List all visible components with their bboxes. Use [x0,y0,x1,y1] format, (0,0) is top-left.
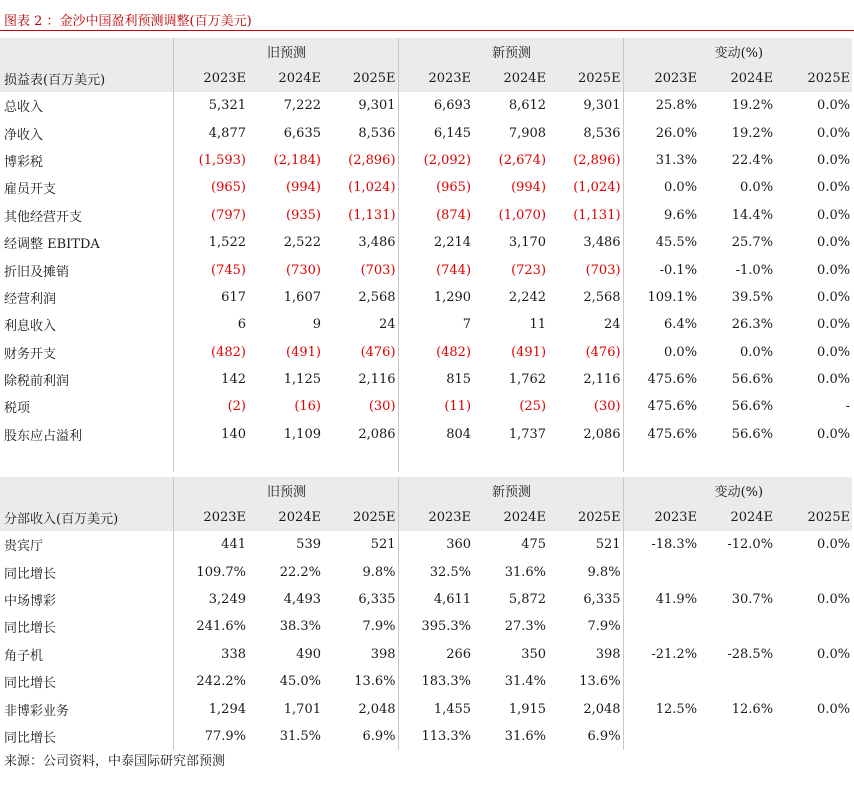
table-cell: 6,335 [358,591,396,607]
table-row [0,641,852,668]
table-cell: 2,242 [508,289,547,305]
row-label: 同比增长 [4,566,57,582]
table-cell [775,668,852,695]
table-cell [775,723,852,750]
table-row [0,613,852,640]
table-cell [699,613,775,640]
table-cell: 0.0% [817,646,851,662]
table-cell: 475.6% [623,421,699,448]
table-cell: 3,170 [508,235,547,251]
table-cell: 6,145 [398,119,473,146]
table-cell: 31.6% [504,564,547,580]
income-statement-table [0,38,852,472]
table-cell: 2,116 [358,372,396,388]
table-cell: (482) [173,339,248,366]
table-cell: 2,568 [583,289,621,305]
table-row [0,229,852,256]
table-cell: 1,125 [283,372,321,388]
year-header-row [0,504,852,531]
table-cell: 475.6% [623,393,699,420]
row-label: 利息收入 [4,319,57,335]
table-cell: 1,607 [283,289,321,305]
table-row [0,92,852,119]
table-cell: 2,522 [283,235,321,251]
table-row [0,256,852,283]
table-cell: (2,896) [573,152,621,168]
row-label: 博彩税 [4,154,44,170]
group-header-change: 变动(%) [623,38,852,65]
year-header: 2025E [548,504,623,531]
year-header: 2025E [775,65,852,92]
table-cell: 14.4% [731,207,774,223]
table-cell: (2,896) [348,152,396,168]
table-cell: 475 [521,537,547,553]
table-cell: 395.3% [398,613,473,640]
table-cell: 7 [398,311,473,338]
table-cell: 5,321 [173,92,248,119]
row-label: 雇员开支 [4,182,57,198]
table-cell: 360 [398,531,473,558]
row-label: 税项 [4,401,31,417]
year-header: 2024E [248,504,323,531]
year-header: 2025E [775,504,852,531]
table-cell: (491) [286,344,321,360]
table-cell: 109.7% [173,558,248,585]
table-cell: (30) [593,399,621,415]
table-cell: 804 [398,421,473,448]
table-cell: 1,290 [398,284,473,311]
table-row [0,119,852,146]
row-label: 总收入 [4,100,44,116]
table-cell: 1,109 [283,426,321,442]
table-cell: (482) [398,339,473,366]
table-cell: 109.1% [623,284,699,311]
group-header-row [0,38,852,65]
table-cell: 140 [173,421,248,448]
year-header: 2023E [623,504,699,531]
table-cell: 2,116 [583,372,621,388]
table-row [0,174,852,201]
table-cell: 9 [312,317,321,333]
table-cell: 24 [378,317,396,333]
table-cell: 441 [173,531,248,558]
table-cell [623,613,699,640]
table-cell: 0.0% [817,235,851,251]
table-cell: 12.5% [623,695,699,722]
year-header: 2023E [398,65,473,92]
year-header-row [0,65,852,92]
table-cell: (476) [360,344,396,360]
table-cell [775,613,852,640]
table-cell: (874) [398,202,473,229]
table-cell [623,558,699,585]
table-cell: 31.5% [279,728,321,744]
table-cell: (1,131) [573,207,621,223]
row-label: 其他经营开支 [4,209,83,225]
table-cell: 1,915 [508,701,547,717]
row-label: 非博彩业务 [4,703,70,719]
table-cell: (744) [398,256,473,283]
table-cell: 41.9% [623,586,699,613]
table-cell: 56.6% [731,426,774,442]
table-cell: (2) [173,393,248,420]
table-cell: 6,635 [283,125,321,141]
table-cell: (965) [398,174,473,201]
table-cell: 7,908 [508,125,547,141]
table-row [0,147,852,174]
table-cell: 6 [173,311,248,338]
table-cell: 241.6% [173,613,248,640]
table-cell: 0.0% [817,180,851,196]
table-cell: 6.4% [623,311,699,338]
table-cell: 0.0% [817,344,851,360]
table-cell: (1,131) [348,207,396,223]
table-cell: 0.0% [817,262,851,278]
row-label: 同比增长 [4,676,57,692]
table-cell: 0.0% [817,317,851,333]
row-label: 贵宾厅 [4,539,44,555]
table-cell: 0.0% [817,98,851,114]
year-header: 2024E [248,65,323,92]
table-cell: 6,335 [583,591,621,607]
table-cell: (965) [173,174,248,201]
table-cell: 2,214 [398,229,473,256]
source-note: 来源：公司资料，中泰国际研究部预测 [4,754,226,769]
table-cell: 266 [398,641,473,668]
table-cell: -21.2% [623,641,699,668]
table-row [0,202,852,229]
table-cell: 32.5% [398,558,473,585]
table-cell: 0.0% [623,339,699,366]
table-cell: 13.6% [579,674,621,690]
table-cell: 0.0% [817,372,851,388]
row-label: 财务开支 [4,346,57,362]
table-cell: 815 [398,366,473,393]
table-cell: (1,593) [173,147,248,174]
table-cell: 9.6% [623,202,699,229]
table-cell: 183.3% [398,668,473,695]
table-cell: 398 [595,646,621,662]
table-cell: 7.9% [362,619,396,635]
table-cell: 6.9% [362,728,396,744]
table-row [0,421,852,448]
table-cell: (30) [368,399,396,415]
table-cell: 0.0% [817,152,851,168]
table-cell: 9,301 [358,98,396,114]
table-cell: 521 [595,537,621,553]
table-cell [699,723,775,750]
table-cell: 1,762 [508,372,547,388]
table-cell: 0.0% [817,289,851,305]
group-header-old: 旧预测 [173,477,398,504]
table-cell: 350 [521,646,547,662]
table-cell: 0.0% [817,701,851,717]
table-cell: (16) [294,399,321,415]
table-cell: 9.8% [587,564,621,580]
table-cell: 1,701 [283,701,321,717]
table-cell: 77.9% [173,723,248,750]
group-header-old: 旧预测 [173,38,398,65]
row-label: 经营利润 [4,291,57,307]
segment-revenue-table [0,477,852,750]
table-row [0,284,852,311]
table-cell: 2,048 [583,701,621,717]
table-cell: 7.9% [587,619,621,635]
table-cell: 338 [173,641,248,668]
table-cell: (730) [286,262,321,278]
table-cell: 521 [370,537,396,553]
year-header: 2023E [623,65,699,92]
table-cell [623,668,699,695]
table-cell: -12.0% [727,537,774,553]
table-cell: 4,493 [283,591,321,607]
table-cell: 0.0% [623,174,699,201]
table-cell: - [845,399,851,415]
table-cell: 24 [604,317,621,333]
table-cell: 0.0% [740,344,774,360]
table-cell: 22.2% [279,564,321,580]
table-cell: 3,486 [358,235,396,251]
group-header-row [0,477,852,504]
year-header: 2025E [548,65,623,92]
table-cell: 56.6% [731,372,774,388]
table-cell: 31.4% [504,674,547,690]
table-cell: (476) [585,344,621,360]
table-cell: (994) [511,180,547,196]
table-cell: -28.5% [727,646,774,662]
table-cell: 31.3% [623,147,699,174]
table-cell: (2,092) [398,147,473,174]
table-cell: 19.2% [731,125,774,141]
table-row [0,311,852,338]
year-header: 2023E [173,504,248,531]
table-cell: 45.0% [279,674,321,690]
table-cell [775,558,852,585]
table-row [0,558,852,585]
group-header-change: 变动(%) [623,477,852,504]
table-cell: 27.3% [504,619,547,635]
year-header: 2024E [473,504,548,531]
table-cell: 8,612 [508,98,547,114]
table-cell: 56.6% [731,399,774,415]
table-cell: (1,024) [573,180,621,196]
table-row [0,695,852,722]
table-cell: (797) [173,202,248,229]
table-cell: 113.3% [398,723,473,750]
table-cell: (703) [585,262,621,278]
group-header-empty [0,477,173,504]
row-label: 折旧及摊销 [4,264,70,280]
table-cell: 1,522 [173,229,248,256]
table-row [0,393,852,420]
table-cell: (1,070) [498,207,547,223]
table-cell: (25) [519,399,547,415]
row-label: 经调整 EBITDA [4,237,100,253]
table-cell [699,668,775,695]
table-cell: (2,184) [273,152,321,168]
row-label: 净收入 [4,127,44,143]
table-cell: (2,674) [498,152,547,168]
table-cell: (723) [511,262,547,278]
table-cell: 31.6% [504,728,547,744]
row-label: 同比增长 [4,730,57,746]
table-cell: (11) [398,393,473,420]
table-cell: 8,536 [583,125,621,141]
table-cell: 45.5% [623,229,699,256]
table-cell: 0.0% [817,591,851,607]
table-cell: 25.8% [623,92,699,119]
table-cell: 142 [173,366,248,393]
table-cell [623,723,699,750]
year-header: 2024E [473,65,548,92]
table-cell: 5,872 [508,591,547,607]
table-cell: 30.7% [731,591,774,607]
table-cell: 0.0% [817,207,851,223]
year-header: 2023E [173,65,248,92]
row-label: 角子机 [4,648,44,664]
table-cell: 19.2% [731,98,774,114]
table-cell: 6,693 [398,92,473,119]
row-label: 除税前利润 [4,374,70,390]
group-header-new: 新预测 [398,477,623,504]
table-cell: 2,568 [358,289,396,305]
table-cell: 26.3% [731,317,774,333]
table-cell: (1,024) [348,180,396,196]
spacer-row [0,448,852,472]
table-header-label: 分部收入(百万美元) [0,504,173,531]
table-row [0,723,852,750]
group-header-new: 新预测 [398,38,623,65]
table-cell: 38.3% [279,619,321,635]
table-cell: 398 [370,646,396,662]
row-label: 同比增长 [4,621,57,637]
table-cell: (994) [286,180,321,196]
table-row [0,586,852,613]
table-cell: 9.8% [362,564,396,580]
year-header: 2025E [323,504,398,531]
table-cell: (703) [360,262,396,278]
table-cell: 0.0% [817,125,851,141]
figure-title: 图表 2 ：金沙中国盈利预测调整(百万美元) [4,14,252,29]
table-cell: 3,249 [173,586,248,613]
table-cell: 0.0% [817,426,851,442]
table-cell: 11 [529,317,547,333]
table-cell: 0.0% [740,180,774,196]
year-header: 2023E [398,504,473,531]
table-cell: 6.9% [587,728,621,744]
table-cell: 26.0% [623,119,699,146]
table-cell: -0.1% [623,256,699,283]
table-cell: 4,877 [173,119,248,146]
year-header: 2024E [699,65,775,92]
table-cell: 2,086 [583,426,621,442]
table-row [0,668,852,695]
table-cell: -18.3% [623,531,699,558]
table-cell: 7,222 [283,98,321,114]
year-header: 2025E [323,65,398,92]
table-row [0,531,852,558]
table-cell: 1,455 [398,695,473,722]
table-cell: 4,611 [398,586,473,613]
year-header: 2024E [699,504,775,531]
table-cell: 242.2% [173,668,248,695]
table-row [0,366,852,393]
table-cell: 13.6% [354,674,396,690]
table-cell: 3,486 [583,235,621,251]
table-cell: 39.5% [731,289,774,305]
table-cell: 8,536 [358,125,396,141]
table-cell [699,558,775,585]
title-rule [0,30,854,31]
table-cell: 2,048 [358,701,396,717]
table-header-label: 损益表(百万美元) [0,65,173,92]
table-cell: 490 [296,646,321,662]
group-header-empty [0,38,173,65]
table-cell: 2,086 [358,426,396,442]
table-cell: 22.4% [731,152,774,168]
row-label: 中场博彩 [4,593,57,609]
table-cell: 475.6% [623,366,699,393]
table-cell: 25.7% [731,235,774,251]
table-row [0,339,852,366]
table-cell: 617 [173,284,248,311]
table-cell: -1.0% [735,262,774,278]
table-cell: 9,301 [583,98,621,114]
table-cell: (491) [511,344,547,360]
table-cell: 12.6% [731,701,774,717]
table-cell: 1,294 [173,695,248,722]
table-cell: 0.0% [817,537,851,553]
table-cell: 1,737 [508,426,547,442]
row-label: 股东应占溢利 [4,428,83,444]
table-cell: (745) [173,256,248,283]
table-cell: 539 [296,537,321,553]
table-cell: (935) [286,207,321,223]
